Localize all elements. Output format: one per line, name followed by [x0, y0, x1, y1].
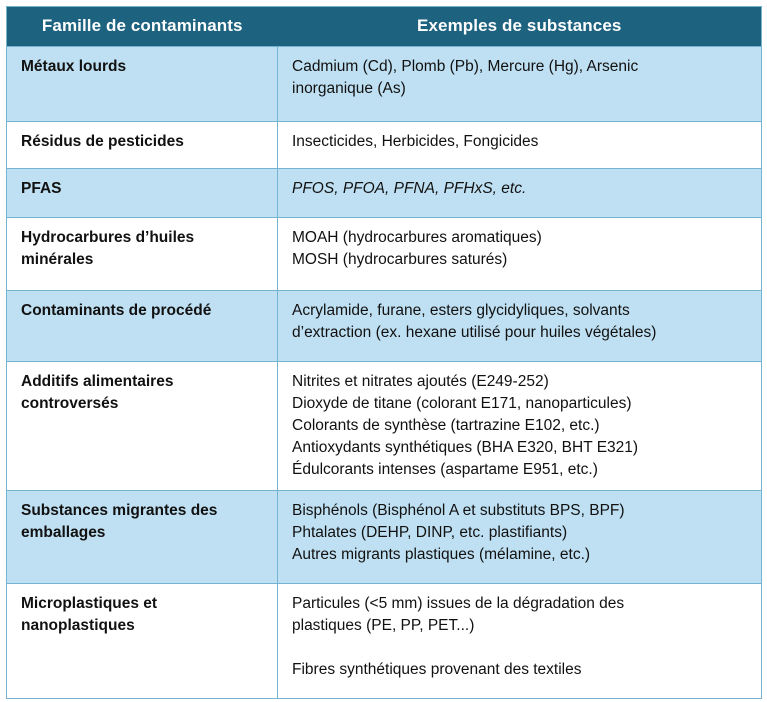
cell-line: PFOS, PFOA, PFNA, PFHxS, etc.	[292, 180, 527, 197]
cell-line: Fibres synthétiques provenant des textiles	[292, 661, 582, 678]
cell-famille	[7, 169, 278, 218]
cell-line: Nitrites et nitrates ajoutés (E249-252)	[292, 373, 549, 390]
column-header-exemples: Exemples de substances	[278, 7, 762, 47]
cell-line: MOAH (hydrocarbures aromatiques)	[292, 229, 542, 246]
table-row	[7, 291, 762, 362]
table-header-row	[7, 7, 762, 47]
cell-line: Insecticides, Herbicides, Fongicides	[292, 133, 539, 150]
cell-line: Édulcorants intenses (aspartame E951, etc.)	[292, 461, 598, 478]
cell-line: controversés	[21, 395, 119, 412]
cell-famille	[7, 218, 278, 291]
cell-line: Cadmium (Cd), Plomb (Pb), Mercure (Hg), Arsenic	[292, 58, 639, 75]
table-header	[7, 7, 762, 47]
cell-line: emballages	[21, 524, 106, 541]
column-header-famille: Famille de contaminants	[7, 7, 278, 47]
cell-line: Acrylamide, furane, esters glycidyliques, solvants	[292, 302, 630, 319]
table-row	[7, 584, 762, 699]
cell-line: Contaminants de procédé	[21, 302, 212, 319]
table-body	[7, 47, 762, 699]
cell-line: Colorants de synthèse (tartrazine E102, etc.)	[292, 417, 600, 434]
contaminants-table-container	[6, 6, 761, 699]
cell-famille	[7, 362, 278, 491]
table-row	[7, 169, 762, 218]
table-row	[7, 47, 762, 122]
cell-line: MOSH (hydrocarbures saturés)	[292, 251, 508, 268]
cell-famille	[7, 122, 278, 169]
cell-line: nanoplastiques	[21, 617, 135, 634]
cell-line: Hydrocarbures d’huiles	[21, 229, 195, 246]
cell-exemples	[278, 584, 762, 699]
cell-line: d’extraction (ex. hexane utilisé pour huiles végétales)	[292, 324, 657, 341]
table-row	[7, 122, 762, 169]
cell-line: Substances migrantes des	[21, 502, 218, 519]
cell-exemples	[278, 47, 762, 122]
cell-exemples	[278, 218, 762, 291]
contaminants-table	[6, 6, 762, 699]
cell-famille	[7, 291, 278, 362]
cell-exemples	[278, 491, 762, 584]
cell-line: Résidus de pesticides	[21, 133, 184, 150]
cell-line: Microplastiques et	[21, 595, 158, 612]
table-row	[7, 218, 762, 291]
cell-famille	[7, 584, 278, 699]
cell-line: minérales	[21, 251, 94, 268]
cell-line: Particules (<5 mm) issues de la dégradation des	[292, 595, 625, 612]
cell-line: Dioxyde de titane (colorant E171, nanoparticules)	[292, 395, 632, 412]
cell-line: Bisphénols (Bisphénol A et substituts BPS, BPF)	[292, 502, 625, 519]
cell-exemples	[278, 122, 762, 169]
cell-line: inorganique (As)	[292, 80, 406, 97]
cell-line: Phtalates (DEHP, DINP, etc. plastifiants)	[292, 524, 568, 541]
cell-exemples	[278, 169, 762, 218]
table-row	[7, 491, 762, 584]
cell-line: Métaux lourds	[21, 58, 127, 75]
cell-exemples	[278, 362, 762, 491]
cell-line: plastiques (PE, PP, PET...)	[292, 617, 475, 634]
cell-line	[292, 637, 749, 659]
table-row	[7, 362, 762, 491]
cell-famille	[7, 491, 278, 584]
cell-exemples	[278, 291, 762, 362]
cell-line: Autres migrants plastiques (mélamine, etc.)	[292, 546, 591, 563]
cell-line: Additifs alimentaires	[21, 373, 174, 390]
cell-line: PFAS	[21, 180, 62, 197]
cell-line: Antioxydants synthétiques (BHA E320, BHT E321)	[292, 439, 639, 456]
cell-famille	[7, 47, 278, 122]
